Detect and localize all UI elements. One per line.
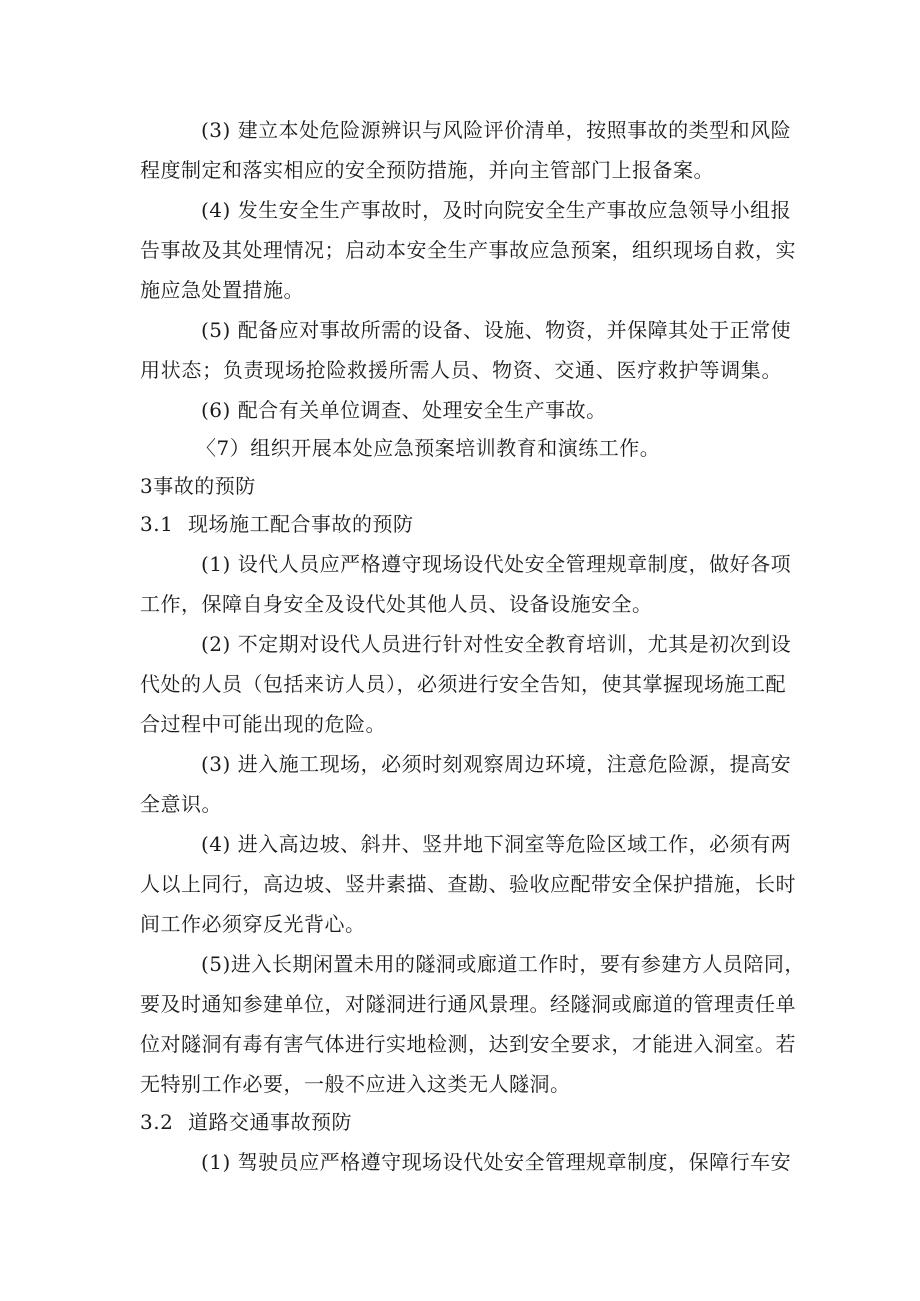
paragraph-line: (6) 配合有关单位调查、处理安全生产事故。: [201, 398, 607, 422]
paragraph-line: (3) 建立本处危险源辨识与风险评价清单，按照事故的类型和风险: [201, 118, 792, 142]
paragraph-line: 代处的人员（包括来访人员），必须进行安全告知，使其掌握现场施工配: [140, 672, 786, 696]
paragraph-line: (5) 配备应对事故所需的设备、设施、物资，并保障其处于正常使: [201, 318, 792, 342]
paragraph-line: (3) 进入施工现场，必须时刻观察周边环境，注意危险源，提高安: [201, 752, 792, 776]
paragraph-line: 〈7）组织开展本处应急预案培训教育和演练工作。: [196, 436, 661, 460]
paragraph-line: (4) 进入高边坡、斜井、竖井地下洞室等危险区域工作，必须有两: [201, 832, 792, 856]
paragraph-line: 要及时通知参建单位，对隧洞进行通风景理。经隧洞或廊道的管理责任单: [140, 992, 796, 1016]
subsection-number: 3.1: [140, 512, 174, 536]
paragraph-line: 用状态；负责现场抢险救援所需人员、物资、交通、医疗救护等调集。: [140, 358, 782, 382]
paragraph-line: 告事故及其处理情况；启动本安全生产事故应急预案，组织现场自救，实: [140, 238, 796, 262]
paragraph-line: (1) 驾驶员应严格遵守现场设代处安全管理规章制度，保障行车安: [201, 1150, 792, 1174]
subsection-number: 3.2: [140, 1110, 174, 1134]
paragraph-line: 施应急处置措施。: [140, 278, 304, 302]
paragraph-line: (1) 设代人员应严格遵守现场设代处安全管理规章制度，做好各项: [201, 552, 792, 576]
subsection-heading: [140, 1107, 782, 1137]
subsection-title: 道路交通事故预防: [188, 1110, 352, 1134]
paragraph-line: 人以上同行，高边坡、竖井素描、查勘、验收应配带安全保护措施，长时: [140, 872, 796, 896]
paragraph-line: 工作，保障自身安全及设代处其他人员、设备设施安全。: [140, 592, 653, 616]
section-heading: 3事故的预防: [140, 474, 256, 498]
paragraph-line: (5)进入长期闲置未用的隧洞或廊道工作时，要有参建方人员陪同，: [201, 952, 805, 976]
paragraph-line: 间工作必须穿反光背心。: [140, 912, 366, 936]
paragraph-line: 程度制定和落实相应的安全预防措施，并向主管部门上报备案。: [140, 158, 714, 182]
paragraph-line: (4) 发生安全生产事故时，及时向院安全生产事故应急领导小组报: [201, 198, 792, 222]
paragraph-line: 合过程中可能出现的危险。: [140, 712, 386, 736]
paragraph-line: 位对隧洞有毒有害气体进行实地检测，达到安全要求，才能进入洞室。若: [140, 1032, 796, 1056]
paragraph-line: 全意识。: [140, 792, 222, 816]
subsection-heading: [140, 509, 782, 539]
subsection-title: 现场施工配合事故的预防: [188, 512, 414, 536]
paragraph-line: 无特别工作必要，一般不应进入这类无人隧洞。: [140, 1072, 571, 1096]
paragraph-line: (2) 不定期对设代人员进行针对性安全教育培训，尤其是初次到设: [201, 632, 792, 656]
